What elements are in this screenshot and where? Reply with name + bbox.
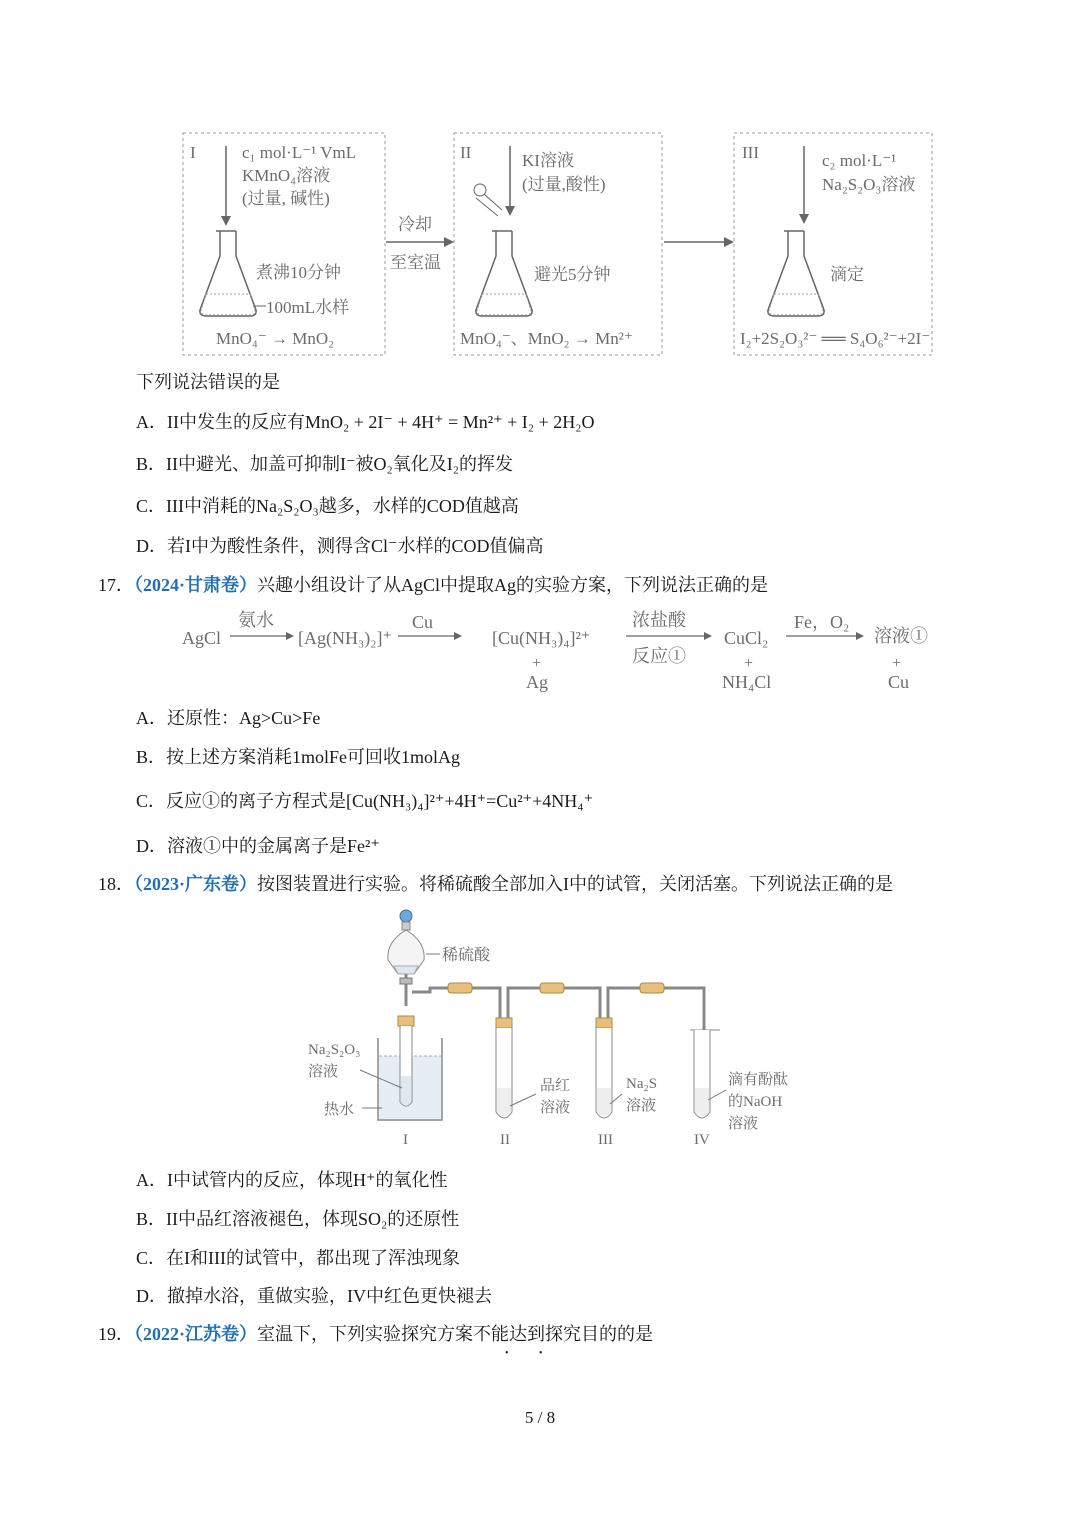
box2-reagent2: (过量,酸性) xyxy=(522,175,606,194)
q17-option-c: C．反应①的离子方程式是[Cu(NH₃)₄]²⁺+4H⁺=Cu²⁺+4NH₄⁺ xyxy=(136,791,594,811)
stopper-icon xyxy=(474,184,502,216)
box3-reagent2: Na₂S₂O₃溶液 xyxy=(822,175,916,194)
box1-reagent3: (过量, 碱性) xyxy=(242,189,330,208)
scheme-plus-1: + xyxy=(532,655,542,672)
test-tube-3-icon xyxy=(596,1018,612,1118)
scheme-a1: 氨水 xyxy=(238,610,274,630)
q16-prompt: 下列说法错误的是 xyxy=(136,372,280,392)
q18-number: 18． xyxy=(98,874,134,894)
scheme-s2: [Ag(NH₃)₂]⁺ xyxy=(298,628,393,648)
q18-source: （2023·广东卷） xyxy=(134,874,258,894)
connector-1 xyxy=(448,983,472,993)
scheme-plus-2: + xyxy=(744,655,754,672)
label-pinhong: 品红 xyxy=(540,1078,571,1094)
q18-option-c: C．在I和III的试管中，都出现了浑浊现象 xyxy=(136,1248,460,1268)
q18-option-a: A．I中试管内的反应，体现H⁺的氧化性 xyxy=(136,1170,448,1190)
scheme-plus-3: + xyxy=(892,655,902,672)
q16-option-a: A．II中发生的反应有MnO₂ + 2I⁻ + 4H⁺ = Mn²⁺ + I₂ + 2H₂O xyxy=(136,412,595,432)
label-ii: II xyxy=(500,1132,510,1148)
scheme-a3-bottom: 反应① xyxy=(632,646,686,666)
box2-reaction: MnO₄⁻、MnO₂ → Mn²⁺ xyxy=(460,329,633,348)
label-na2s: Na₂S xyxy=(626,1076,658,1092)
label-naoh-1: 滴有酚酞 xyxy=(728,1072,789,1088)
scheme-s4b: NH₄Cl xyxy=(722,672,772,692)
scheme-s5b: Cu xyxy=(888,672,910,692)
label-hot-water: 热水 xyxy=(324,1102,355,1118)
flask-3-icon xyxy=(768,231,824,316)
box3-note1: 滴定 xyxy=(830,265,864,284)
flask-1-icon xyxy=(200,231,256,316)
q17-option-d: D．溶液①中的金属离子是Fe²⁺ xyxy=(136,836,380,856)
q18-option-d: D．撤掉水浴，重做实验，IV中红色更快褪去 xyxy=(136,1286,492,1306)
scheme-s1: AgCl xyxy=(182,628,222,648)
apparatus-diagram xyxy=(300,906,810,1154)
label-acid: 稀硫酸 xyxy=(442,947,491,964)
scheme-s3: [Cu(NH₃)₄]²⁺ xyxy=(492,628,591,648)
box1-reaction: MnO₄⁻ → MnO₂ xyxy=(216,329,335,348)
q17-option-a: A．还原性：Ag>Cu>Fe xyxy=(136,708,321,728)
box3-roman: III xyxy=(742,143,759,162)
q16-option-b: B．II中避光、加盖可抑制I⁻被O₂氧化及I₂的挥发 xyxy=(136,454,514,474)
q17-option-b: B．按上述方案消耗1molFe可回收1molAg xyxy=(136,747,461,767)
label-na2s2o3: Na₂S₂O₃ xyxy=(308,1042,361,1058)
q16-option-d: D．若I中为酸性条件，测得含Cl⁻水样的COD值偏高 xyxy=(136,536,544,556)
box1-note2: 100mL水样 xyxy=(266,298,350,317)
label-pinhong-solution: 溶液 xyxy=(540,1100,571,1116)
scheme-a2: Cu xyxy=(412,612,434,632)
emphasis-dots: • • xyxy=(505,1348,557,1359)
q19-number: 19． xyxy=(98,1324,134,1344)
connector-3 xyxy=(640,983,664,993)
label-iv: IV xyxy=(694,1132,710,1148)
q19-header xyxy=(98,1322,653,1346)
test-tube-2-icon xyxy=(496,1018,512,1118)
scheme-a3-top: 浓盐酸 xyxy=(632,610,686,630)
box1-reagent1: c₁ mol·L⁻¹ VmL xyxy=(242,143,357,162)
test-tube-4-icon xyxy=(690,1030,720,1118)
q18-option-b: B．II中品红溶液褪色，体现SO₂的还原性 xyxy=(136,1209,460,1229)
label-iii: III xyxy=(598,1132,613,1148)
label-i: I xyxy=(403,1132,408,1148)
label-naoh-3: 溶液 xyxy=(728,1116,759,1132)
beaker-1-icon xyxy=(378,1016,442,1120)
q16-option-c: C．III中消耗的Na₂S₂O₃越多，水样的COD值越高 xyxy=(136,496,519,516)
box2-note1: 避光5分钟 xyxy=(534,265,611,284)
box1-note1: 煮沸10分钟 xyxy=(256,263,341,282)
scheme-a4: Fe，O₂ xyxy=(794,612,850,632)
arrow1-bottom: 至室温 xyxy=(390,253,441,272)
box1-roman: I xyxy=(190,143,196,162)
box3-reaction: I₂+2S₂O₃²⁻ ══ S₄O₆²⁻+2I⁻ xyxy=(740,329,931,348)
box2-roman: II xyxy=(460,143,472,162)
box2-reagent1: KI溶液 xyxy=(522,151,574,170)
scheme-s3b: Ag xyxy=(526,672,548,692)
label-naoh-2: 的NaOH xyxy=(728,1094,783,1110)
q17-text: 兴趣小组设计了从AgCl中提取Ag的实验方案，下列说法正确的是 xyxy=(257,575,769,595)
q17-number: 17． xyxy=(98,575,134,595)
q18-header xyxy=(98,872,893,896)
label-na2s-solution: 溶液 xyxy=(626,1098,657,1114)
q17-header xyxy=(98,573,768,597)
cod-experiment-diagram xyxy=(180,128,940,360)
arrow1-top: 冷却 xyxy=(398,215,432,234)
scheme-s4: CuCl₂ xyxy=(724,628,769,648)
q19-text: 室温下，下列实验探究方案不能达到探究目的的是 xyxy=(257,1324,654,1344)
label-na2s2o3-solution: 溶液 xyxy=(308,1064,339,1080)
connector-2 xyxy=(540,983,564,993)
scheme-s5: 溶液① xyxy=(874,626,928,646)
q18-text: 按图装置进行实验。将稀硫酸全部加入I中的试管，关闭活塞。下列说法正确的是 xyxy=(257,874,894,894)
agcl-extraction-scheme xyxy=(176,604,946,696)
q19-source: （2022·江苏卷） xyxy=(134,1324,258,1344)
q17-source: （2024·甘肃卷） xyxy=(134,575,258,595)
box3-reagent1: c₂ mol·L⁻¹ xyxy=(822,151,897,170)
page-number: 5 / 8 xyxy=(524,1408,556,1427)
flask-2-icon xyxy=(476,231,532,316)
box1-reagent2: KMnO₄溶液 xyxy=(242,166,331,185)
